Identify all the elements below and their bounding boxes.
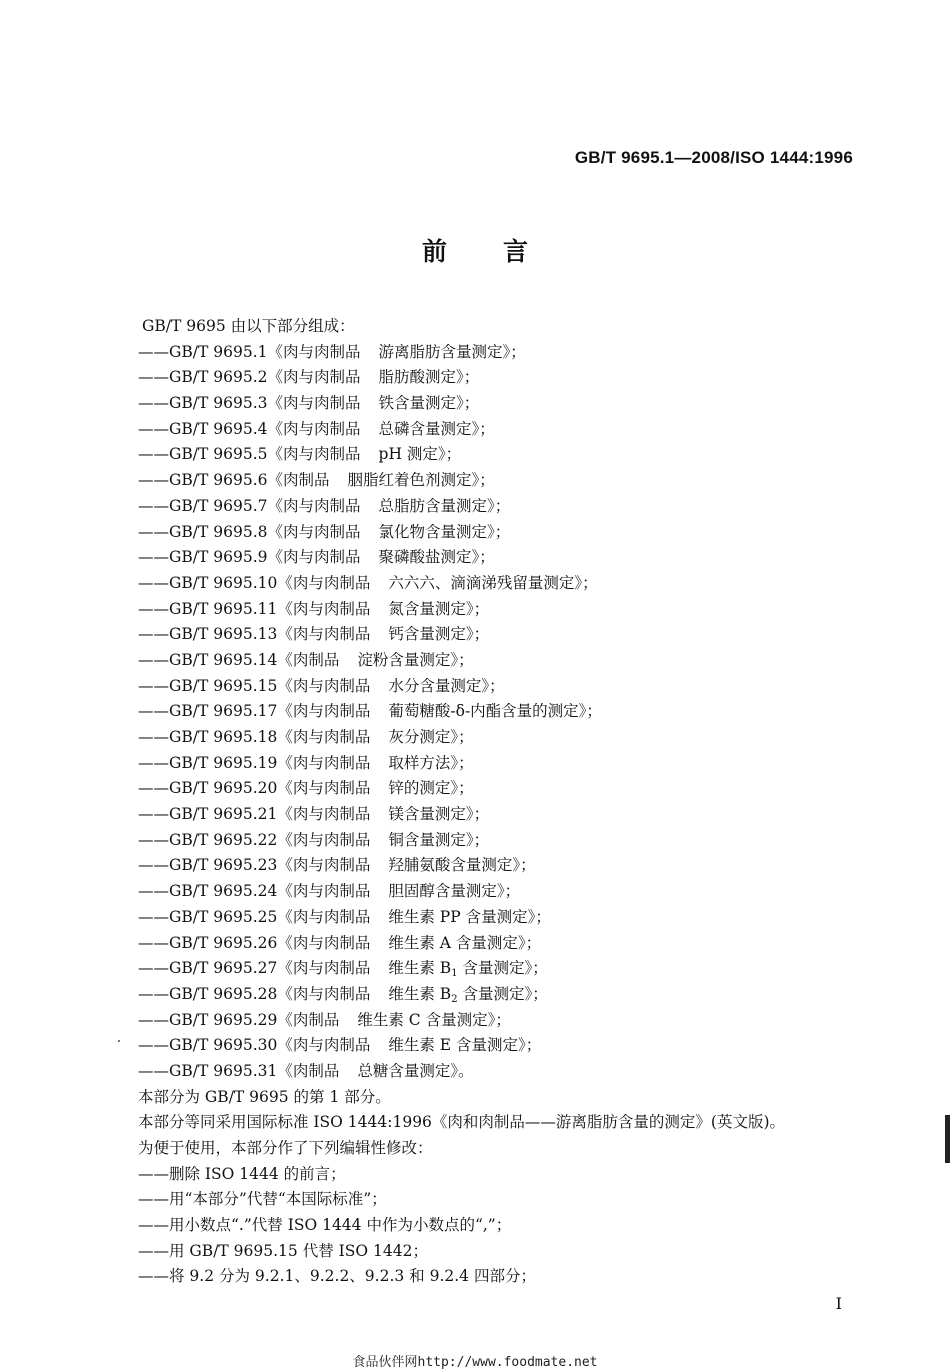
part-code: ——GB/T 9695.4 xyxy=(138,419,268,438)
list-item xyxy=(138,1059,838,1085)
part-product: 《肉与肉制品 xyxy=(277,753,371,772)
list-item xyxy=(138,468,838,494)
part-code: ——GB/T 9695.30 xyxy=(138,1036,278,1055)
part-name: 总糖含量测定》。 xyxy=(357,1061,474,1080)
part-code: ——GB/T 9695.7 xyxy=(138,496,268,515)
part-code: ——GB/T 9695.3 xyxy=(138,394,268,413)
standard-code: GB/T 9695.1—2008/ISO 1444:1996 xyxy=(574,148,853,167)
part-code: ——GB/T 9695.20 xyxy=(138,779,278,798)
page-title xyxy=(0,232,950,268)
parts-list-tail xyxy=(138,1008,838,1085)
part-code: ——GB/T 9695.2 xyxy=(138,368,268,387)
edit-item: ——用 GB/T 9695.15 代替 ISO 1442； xyxy=(138,1241,428,1260)
list-item xyxy=(138,597,838,623)
list-item xyxy=(138,545,838,571)
part-product: 《肉与肉制品 xyxy=(277,728,371,746)
part-name: 总磷含量测定》； xyxy=(378,419,495,438)
subscript: 2 xyxy=(451,993,458,1005)
part-code: ——GB/T 9695.26 xyxy=(138,933,278,952)
part-product: 《肉与肉制品 xyxy=(277,676,371,695)
intro-line: GB/T 9695 由以下部分组成： xyxy=(142,317,355,335)
part-code: ——GB/T 9695.11 xyxy=(138,599,278,618)
part-code: ——GB/T 9695.9 xyxy=(138,548,268,567)
part-product: 《肉与肉制品 xyxy=(267,368,361,387)
part-code: ——GB/T 9695.23 xyxy=(138,856,278,875)
list-item xyxy=(138,982,838,1008)
list-item xyxy=(138,365,838,391)
list-item xyxy=(138,494,838,520)
part-product: 《肉与肉制品 xyxy=(277,1036,371,1055)
part-code: ——GB/T 9695.19 xyxy=(138,753,278,772)
list-item xyxy=(138,776,838,802)
list-item xyxy=(138,520,838,546)
part-product: 《肉与肉制品 xyxy=(277,830,371,849)
part-product: 《肉制品 xyxy=(277,650,340,669)
part-name-rest: 含量测定》； xyxy=(457,984,548,1003)
title-char-2: 言 xyxy=(503,237,529,266)
part-code: ——GB/T 9695.14 xyxy=(138,650,278,669)
part-name: 镁含量测定》； xyxy=(388,805,490,824)
foreword-body xyxy=(138,314,838,1290)
page-number: I xyxy=(835,1294,842,1313)
part-code: ——GB/T 9695.1 xyxy=(138,342,268,361)
part-code: ——GB/T 9695.17 xyxy=(138,702,278,721)
part-product: 《肉与肉制品 xyxy=(267,548,361,567)
part-product: 《肉与肉制品 xyxy=(267,496,361,515)
list-item xyxy=(138,879,838,905)
footer-url: http://www.foodmate.net xyxy=(417,1355,598,1370)
part-name: 维生素 C 含量测定》； xyxy=(357,1010,511,1029)
footer xyxy=(0,1351,950,1370)
list-item xyxy=(138,853,838,879)
part-code: ——GB/T 9695.27 xyxy=(138,959,278,978)
part-name: 六六六、滴滴涕残留量测定》； xyxy=(388,573,598,592)
part-product: 《肉与肉制品 xyxy=(267,419,361,438)
part-name: 游离脂肪含量测定》； xyxy=(378,342,526,361)
part-name: 灰分测定》； xyxy=(388,728,474,746)
part-product: 《肉与肉制品 xyxy=(277,702,371,721)
part-product: 《肉与肉制品 xyxy=(267,342,361,361)
part-name: 胭脂红着色剂测定》； xyxy=(347,471,495,490)
part-product: 《肉与肉制品 xyxy=(277,907,371,926)
part-product: 《肉与肉制品 xyxy=(277,625,371,644)
part-code: ——GB/T 9695.29 xyxy=(138,1010,278,1029)
part-product: 《肉与肉制品 xyxy=(277,805,371,824)
list-item xyxy=(138,442,838,468)
part-name: 脂肪酸测定》； xyxy=(378,368,480,387)
part-product: 《肉与肉制品 xyxy=(277,933,371,952)
part-product: 《肉与肉制品 xyxy=(277,984,371,1003)
part-code: ——GB/T 9695.18 xyxy=(138,728,278,746)
list-item xyxy=(138,699,838,725)
list-item xyxy=(138,648,838,674)
part-code: ——GB/T 9695.25 xyxy=(138,907,278,926)
part-name: 钙含量测定》； xyxy=(388,625,490,644)
part-name: 葡萄糖酸-δ-内酯含量的测定》； xyxy=(388,702,602,721)
part-code: ——GB/T 9695.22 xyxy=(138,830,278,849)
parts-list xyxy=(138,340,838,957)
list-item xyxy=(138,1033,838,1059)
part-name: 锌的测定》； xyxy=(388,779,474,798)
list-item xyxy=(138,751,838,777)
part-name: 氮含量测定》； xyxy=(388,599,490,618)
part-product: 《肉制品 xyxy=(277,1010,340,1029)
paragraph: 为便于使用，本部分作了下列编辑性修改： xyxy=(138,1139,433,1157)
part-code: ——GB/T 9695.8 xyxy=(138,522,268,541)
footer-site: 食品伙伴网 xyxy=(352,1355,418,1370)
list-item xyxy=(138,802,838,828)
part-name: 胆固醇含量测定》； xyxy=(388,882,521,901)
paragraph: 本部分等同采用国际标准 ISO 1444:1996《肉和肉制品——游离脂肪含量的测定》(英文版)。 xyxy=(138,1113,786,1132)
part-name: 维生素 B xyxy=(388,984,452,1003)
part-name: 羟脯氨酸含量测定》； xyxy=(388,856,536,875)
list-item xyxy=(138,622,838,648)
paragraph: 本部分为 GB/T 9695 的第 1 部分。 xyxy=(138,1087,391,1106)
part-code: ——GB/T 9695.13 xyxy=(138,625,278,644)
part-name: 水分含量测定》； xyxy=(388,676,505,695)
list-item xyxy=(138,905,838,931)
part-product: 《肉制品 xyxy=(277,1061,340,1080)
part-product: 《肉制品 xyxy=(267,471,330,490)
part-code: ——GB/T 9695.31 xyxy=(138,1061,278,1080)
list-item xyxy=(138,1008,838,1034)
part-name: 取样方法》； xyxy=(388,753,474,772)
part-product: 《肉与肉制品 xyxy=(277,856,371,875)
list-item xyxy=(138,340,838,366)
list-item xyxy=(138,956,838,982)
part-product: 《肉与肉制品 xyxy=(277,573,371,592)
part-name: 总脂肪含量测定》； xyxy=(378,496,511,515)
list-item xyxy=(138,674,838,700)
list-item xyxy=(138,828,838,854)
list-item xyxy=(138,417,838,443)
part-product: 《肉与肉制品 xyxy=(277,959,371,978)
part-name: 氯化物含量测定》； xyxy=(378,522,511,541)
part-code: ——GB/T 9695.10 xyxy=(138,573,278,592)
part-name: 淀粉含量测定》； xyxy=(357,650,474,669)
part-code: ——GB/T 9695.21 xyxy=(138,805,278,824)
part-code: ——GB/T 9695.6 xyxy=(138,471,268,490)
part-name: 铜含量测定》； xyxy=(388,830,490,849)
part-product: 《肉与肉制品 xyxy=(277,599,371,618)
part-name: 维生素 B xyxy=(388,959,452,978)
edit-item: ——用小数点“.”代替 ISO 1444 中作为小数点的“,”； xyxy=(138,1216,512,1235)
edit-item: ——用“本部分”代替“本国际标准”； xyxy=(138,1190,387,1209)
part-product: 《肉与肉制品 xyxy=(267,394,361,413)
part-name: 维生素 E 含量测定》； xyxy=(388,1036,542,1055)
subscript: 1 xyxy=(451,968,458,980)
part-name-rest: 含量测定》； xyxy=(457,959,548,978)
list-item xyxy=(138,931,838,957)
part-name: 维生素 PP 含量测定》； xyxy=(388,907,551,926)
edit-item: ——将 9.2 分为 9.2.1、9.2.2、9.2.3 和 9.2.4 四部分； xyxy=(138,1267,536,1286)
scan-speck xyxy=(118,1040,120,1042)
part-product: 《肉与肉制品 xyxy=(267,522,361,541)
part-name: 聚磷酸盐测定》； xyxy=(378,548,495,567)
list-item xyxy=(138,391,838,417)
list-item xyxy=(138,571,838,597)
scan-edge-mark xyxy=(945,1115,950,1163)
part-code: ——GB/T 9695.28 xyxy=(138,984,278,1003)
list-item xyxy=(138,725,838,751)
part-code: ——GB/T 9695.5 xyxy=(138,445,268,464)
edit-item: ——删除 ISO 1444 的前言； xyxy=(138,1164,346,1183)
title-char-1: 前 xyxy=(421,237,447,266)
part-name: 维生素 A 含量测定》； xyxy=(388,933,542,952)
part-product: 《肉与肉制品 xyxy=(267,445,361,464)
part-product: 《肉与肉制品 xyxy=(277,779,371,798)
part-name: 铁含量测定》； xyxy=(378,394,480,413)
part-code: ——GB/T 9695.24 xyxy=(138,882,278,901)
part-name: pH 测定》； xyxy=(378,445,462,464)
part-code: ——GB/T 9695.15 xyxy=(138,676,278,695)
part-product: 《肉与肉制品 xyxy=(277,882,371,901)
